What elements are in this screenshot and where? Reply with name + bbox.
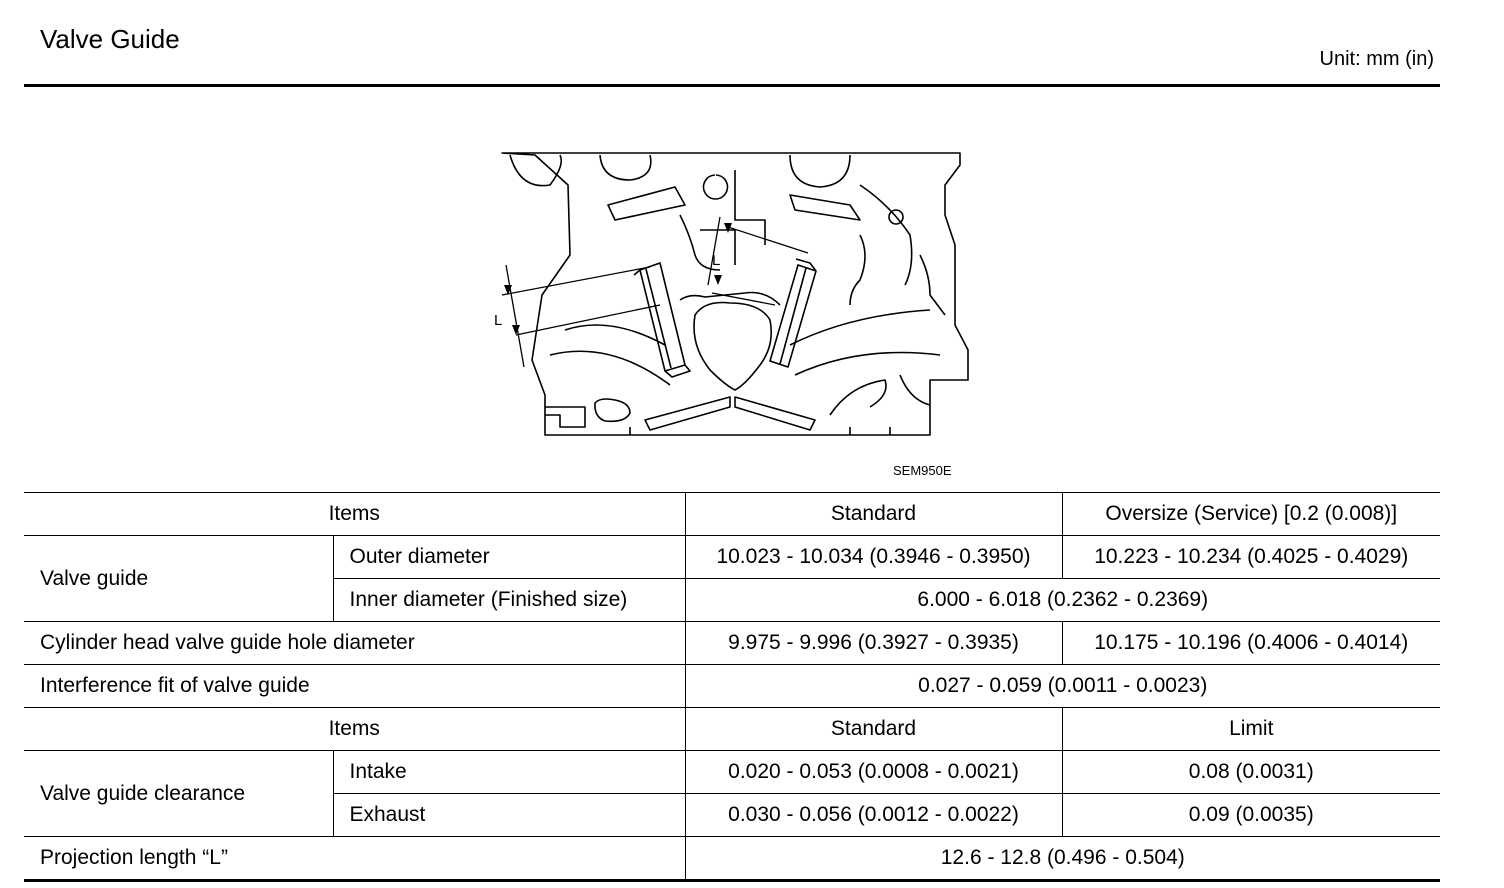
dimension-label-l-right: L bbox=[712, 252, 721, 269]
inner-diameter-value: 6.000 - 6.018 (0.2362 - 0.2369) bbox=[685, 579, 1440, 622]
exhaust-label: Exhaust bbox=[333, 794, 685, 837]
interference-fit-label: Interference fit of valve guide bbox=[24, 665, 685, 708]
header-standard: Standard bbox=[685, 493, 1062, 536]
header-rule bbox=[24, 84, 1440, 87]
header-limit: Limit bbox=[1062, 708, 1440, 751]
outer-diameter-standard: 10.023 - 10.034 (0.3946 - 0.3950) bbox=[685, 536, 1062, 579]
page-title: Valve Guide bbox=[40, 24, 180, 54]
exhaust-limit: 0.09 (0.0035) bbox=[1062, 794, 1440, 837]
hole-diameter-standard: 9.975 - 9.996 (0.3927 - 0.3935) bbox=[685, 622, 1062, 665]
header-oversize: Oversize (Service) [0.2 (0.008)] bbox=[1062, 493, 1440, 536]
figure-code: SEM950E bbox=[893, 463, 952, 478]
header-items: Items bbox=[24, 493, 685, 536]
unit-label: Unit: mm (in) bbox=[1319, 48, 1434, 70]
hole-diameter-label: Cylinder head valve guide hole diameter bbox=[24, 622, 685, 665]
table-row bbox=[24, 751, 1440, 794]
projection-length-value: 12.6 - 12.8 (0.496 - 0.504) bbox=[685, 837, 1440, 881]
intake-label: Intake bbox=[333, 751, 685, 794]
valve-guide-label: Valve guide bbox=[24, 536, 333, 622]
exhaust-standard: 0.030 - 0.056 (0.0012 - 0.0022) bbox=[685, 794, 1062, 837]
outer-diameter-label: Outer diameter bbox=[333, 536, 685, 579]
header-standard-2: Standard bbox=[685, 708, 1062, 751]
table-row bbox=[24, 837, 1440, 881]
inner-diameter-label: Inner diameter (Finished size) bbox=[333, 579, 685, 622]
table-row bbox=[24, 536, 1440, 579]
outer-diameter-oversize: 10.223 - 10.234 (0.4025 - 0.4029) bbox=[1062, 536, 1440, 579]
interference-fit-value: 0.027 - 0.059 (0.0011 - 0.0023) bbox=[685, 665, 1440, 708]
table-row bbox=[24, 665, 1440, 708]
intake-limit: 0.08 (0.0031) bbox=[1062, 751, 1440, 794]
clearance-label: Valve guide clearance bbox=[24, 751, 333, 837]
projection-length-label: Projection length “L” bbox=[24, 837, 685, 881]
hole-diameter-oversize: 10.175 - 10.196 (0.4006 - 0.4014) bbox=[1062, 622, 1440, 665]
cylinder-head-cross-section-diagram bbox=[490, 145, 980, 445]
valve-guide-spec-table bbox=[24, 492, 1440, 882]
table-header-row bbox=[24, 708, 1440, 751]
header-items-2: Items bbox=[24, 708, 685, 751]
table-row bbox=[24, 622, 1440, 665]
dimension-label-l-left: L bbox=[494, 312, 503, 329]
table-header-row bbox=[24, 493, 1440, 536]
intake-standard: 0.020 - 0.053 (0.0008 - 0.0021) bbox=[685, 751, 1062, 794]
